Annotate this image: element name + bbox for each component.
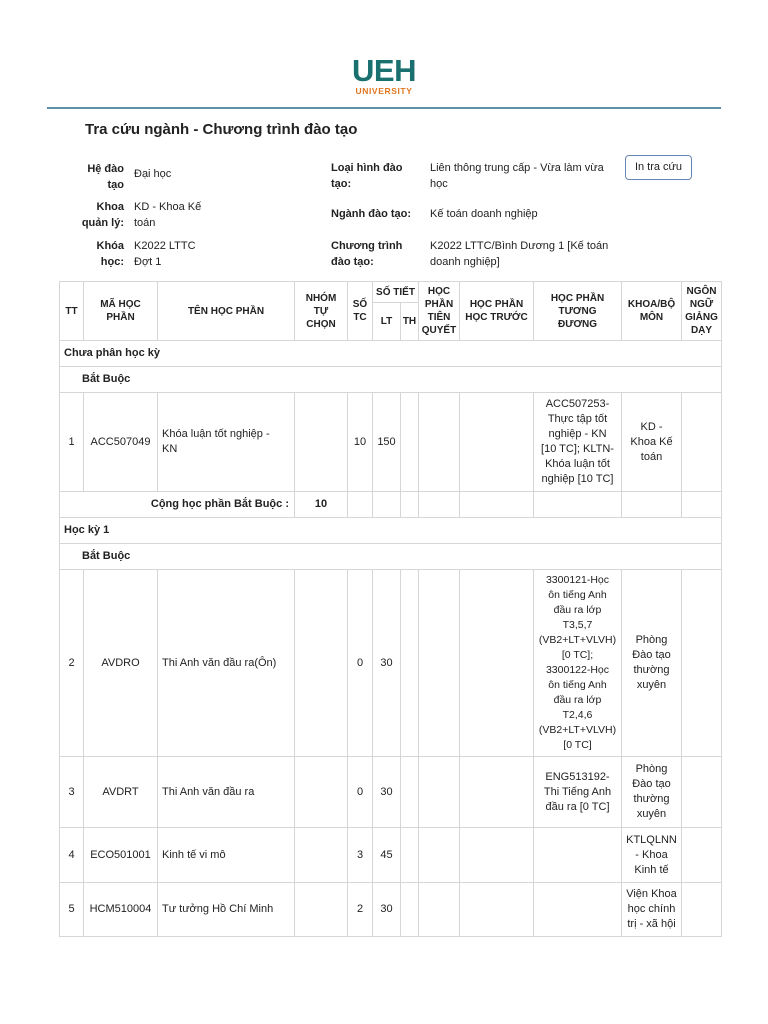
cell-khoa: KTLQLNN - Khoa Kinh tế [622, 828, 682, 883]
col-header-ten-hp: TÊN HỌC PHẦN [158, 282, 295, 341]
col-header-khoa: KHOA/BỘ MÔN [622, 282, 682, 341]
cell-hoc-truoc [460, 757, 534, 828]
cell-ma: ECO501001 [84, 828, 158, 883]
cell-ten: Thi Anh văn đầu ra [158, 757, 295, 828]
cell-hoc-truoc [460, 393, 534, 492]
cell-tt: 1 [60, 393, 84, 492]
col-header-tt: TT [60, 282, 84, 341]
cell-nhom [295, 757, 348, 828]
cell-tt: 4 [60, 828, 84, 883]
loai-hinh-value: Liên thông trung cấp - Vừa làm vừa học [430, 162, 604, 190]
print-lookup-button[interactable]: In tra cứu [625, 155, 692, 180]
logo-sub-text: UNIVERSITY [355, 86, 413, 96]
section-row [60, 518, 722, 544]
cell-tien-quyet [419, 393, 460, 492]
cell-lt: 30 [373, 883, 401, 937]
section-label: Học kỳ 1 [60, 518, 722, 544]
cell-ngon-ngu [682, 828, 722, 883]
cell-khoa: KD - Khoa Kế toán [622, 393, 682, 492]
cell-nhom [295, 393, 348, 492]
cell-th [401, 828, 419, 883]
cell-hoc-truoc [460, 570, 534, 757]
section-label: Chưa phân học kỳ [60, 341, 722, 367]
nganh-label: Ngành đào tạo: [331, 208, 412, 220]
col-header-lt: LT [373, 303, 401, 341]
cell-th [401, 570, 419, 757]
cell-nhom [295, 883, 348, 937]
khoa-hoc-value: K2022 LTTC Đợt 1 [134, 240, 196, 268]
cell-tien-quyet [419, 883, 460, 937]
cell-ten: Tư tưởng Hồ Chí Minh [158, 883, 295, 937]
col-header-th: TH [401, 303, 419, 341]
cell-lt: 30 [373, 570, 401, 757]
khoa-quan-ly-label: Khoa quản lý: [81, 201, 124, 229]
cell-ten: Khóa luận tốt nghiệp - KN [158, 393, 295, 492]
cell-tc: 0 [348, 757, 373, 828]
col-header-ma-hp: MÃ HỌC PHẦN [84, 282, 158, 341]
header-divider [47, 107, 721, 109]
cell-ngon-ngu [682, 757, 722, 828]
table-row [60, 393, 722, 492]
cell-khoa: Phòng Đào tạo thường xuyên [622, 757, 682, 828]
col-header-hoc-truoc: HỌC PHẦN HỌC TRƯỚC [460, 282, 534, 341]
col-header-so-tiet: SỐ TIẾT [373, 282, 419, 303]
cell-tien-quyet [419, 828, 460, 883]
cell-ten: Thi Anh văn đầu ra(Ôn) [158, 570, 295, 757]
cell-tc: 3 [348, 828, 373, 883]
cell-tuong-duong [534, 828, 622, 883]
cell-ma: AVDRT [84, 757, 158, 828]
cell-nhom [295, 828, 348, 883]
curriculum-table [59, 281, 722, 937]
sum-value: 10 [295, 492, 348, 518]
cell-tt: 2 [60, 570, 84, 757]
ctdt-label: Chương trình đào tạo: [331, 240, 403, 268]
cell-ngon-ngu [682, 570, 722, 757]
cell-tuong-duong: ENG513192- Thi Tiếng Anh đầu ra [0 TC] [534, 757, 622, 828]
cell-tuong-duong [534, 883, 622, 937]
cell-lt: 30 [373, 757, 401, 828]
cell-khoa: Viện Khoa học chính trị - xã hội [622, 883, 682, 937]
nganh-value: Kế toán doanh nghiệp [430, 208, 538, 220]
cell-ngon-ngu [682, 883, 722, 937]
section-row [60, 341, 722, 367]
cell-lt: 150 [373, 393, 401, 492]
cell-tc: 10 [348, 393, 373, 492]
group-row [60, 367, 722, 393]
he-dao-tao-label: Hệ đào tạo [87, 163, 124, 191]
cell-tt: 5 [60, 883, 84, 937]
cell-ma: AVDRO [84, 570, 158, 757]
table-row [60, 883, 722, 937]
cell-th [401, 393, 419, 492]
cell-ten: Kinh tế vi mô [158, 828, 295, 883]
cell-tt: 3 [60, 757, 84, 828]
table-header-row [60, 282, 722, 303]
col-header-ngon-ngu: NGÔN NGỮ GIẢNG DẠY [682, 282, 722, 341]
col-header-tien-quyet: HỌC PHẦN TIÊN QUYẾT [419, 282, 460, 341]
loai-hinh-label: Loại hình đào tạo: [331, 162, 403, 190]
cell-ngon-ngu [682, 393, 722, 492]
he-dao-tao-value: Đại học [134, 168, 172, 180]
cell-th [401, 883, 419, 937]
table-row [60, 570, 722, 757]
cell-ma: ACC507049 [84, 393, 158, 492]
page-title: Tra cứu ngành - Chương trình đào tạo [85, 121, 358, 138]
cell-khoa: Phòng Đào tạo thường xuyên [622, 570, 682, 757]
col-header-nhom: NHÓM TỰ CHỌN [295, 282, 348, 341]
cell-tien-quyet [419, 757, 460, 828]
cell-nhom [295, 570, 348, 757]
sum-label: Cộng học phần Bắt Buộc : [60, 492, 295, 518]
ctdt-value: K2022 LTTC/Bình Dương 1 [Kế toán doanh nghiệp] [430, 240, 609, 268]
cell-tc: 0 [348, 570, 373, 757]
khoa-hoc-label: Khóa học: [96, 240, 124, 268]
group-label: Bắt Buộc [60, 367, 722, 393]
logo-main-text: UEH [352, 53, 416, 88]
cell-tien-quyet [419, 570, 460, 757]
group-label: Bắt Buộc [60, 544, 722, 570]
cell-hoc-truoc [460, 828, 534, 883]
cell-tuong-duong: ACC507253- Thực tập tốt nghiệp - KN [10 TC]; KLTN- Khóa luận tốt nghiệp [10 TC] [534, 393, 622, 492]
table-row [60, 828, 722, 883]
col-header-so-tc: SỐ TC [348, 282, 373, 341]
cell-tc: 2 [348, 883, 373, 937]
ueh-logo [0, 53, 768, 96]
cell-ma: HCM510004 [84, 883, 158, 937]
table-row [60, 757, 722, 828]
khoa-quan-ly-value: KD - Khoa Kế toán [134, 201, 202, 229]
cell-th [401, 757, 419, 828]
cell-tuong-duong: 3300121-Học ôn tiếng Anh đầu ra lớp T3,5,7 (VB2+LT+VLVH) [0 TC]; 3300122-Học ôn tiếng Anh đầu ra lớp T2,4,6 (VB2+LT+VLVH) [0 TC] [534, 570, 622, 757]
group-row [60, 544, 722, 570]
sum-row [60, 492, 722, 518]
cell-hoc-truoc [460, 883, 534, 937]
col-header-tuong-duong: HỌC PHẦN TƯƠNG ĐƯƠNG [534, 282, 622, 341]
cell-lt: 45 [373, 828, 401, 883]
